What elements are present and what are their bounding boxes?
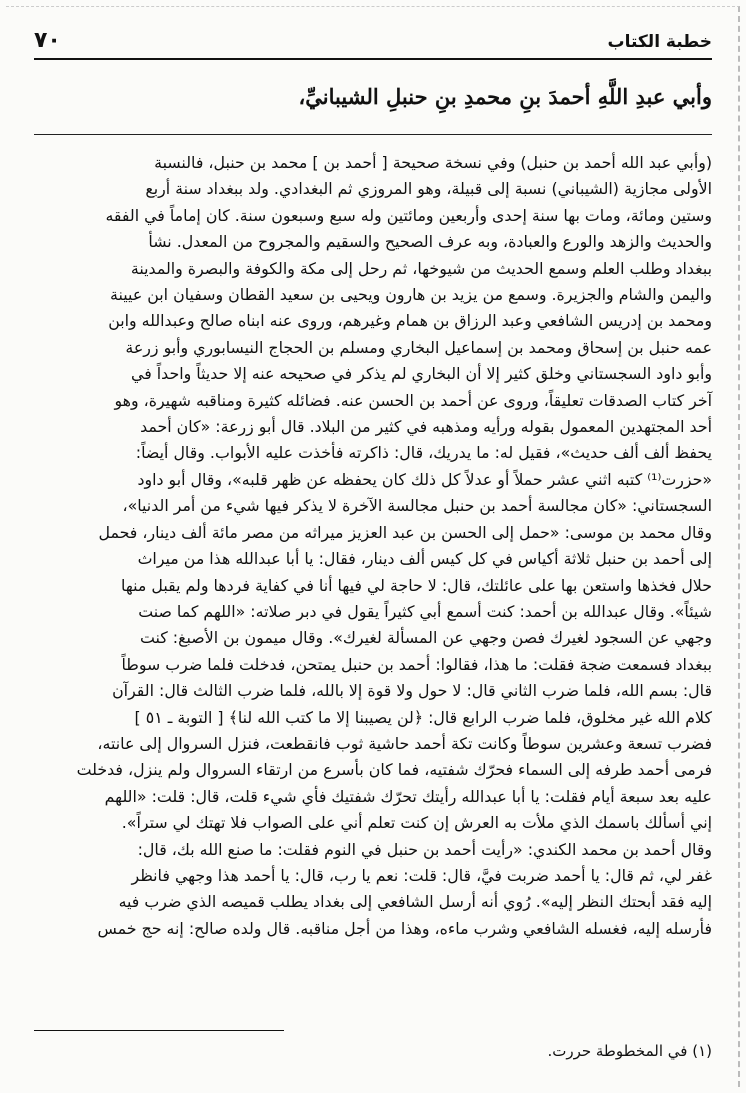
commentary-line: وقال محمد بن موسى: «حمل إلى الحسن بن عبد العزيز ميراثه من مصر مائة ألف دينار، فحمل [98, 522, 712, 542]
commentary-line: كلام الله غير مخلوق، فلما ضرب الرابع قال: ﴿لن يصيبنا إلا ما كتب الله لنا﴾ [ التوبة ـ ٥١ ] [134, 707, 712, 727]
commentary-line: فضرب تسعة وعشرين سوطاً وكانت تكة أحمد حاشية ثوب فانقطعت، فنزل السروال إلى عانته، [97, 733, 712, 753]
commentary-line: إليه فقد أبحتك النظر إليه». رُوي أنه أرسل الشافعي إلى بغداد يطلب قميصه الذي ضرب فيه [118, 892, 712, 912]
commentary-line: السجستاني: «كان مجالسة أحمد بن حنبل مجالسة الآخرة لا يذكر فيها شيء من أمر الدنيا»، [122, 496, 712, 516]
footnote: (١) في المخطوطة حررت. [547, 1042, 712, 1060]
commentary-line: عمه حنبل بن إسحاق ومحمد بن إسماعيل البخاري ومسلم بن الحجاج النيسابوري وأبو زرعة [125, 337, 712, 357]
commentary-line: واليمن والشام والجزيرة. وسمع من يزيد بن هارون ويحيى بن سعيد القطان وسفيان ابن عيينة [110, 285, 712, 305]
commentary-line: وجهي عن السجود لغيرك فصن وجهي عن المسألة لغيرك». وقال ميمون بن الأصبغ: كنت [139, 628, 712, 648]
main-text: وأبي عبدِ اللَّهِ أحمدَ بنِ محمدِ بنِ حنبلِ الشيبانيِّ، [298, 84, 712, 109]
page-number: ٧٠ [34, 28, 61, 53]
commentary-line: وستين ومائة، ومات بها سنة إحدى وأربعين ومائتين وله سبع وسبعون سنة. كان إماماً في الفقه [105, 205, 712, 225]
commentary-line: (وأبي عبد الله أحمد بن حنبل) وفي نسخة صحيحة [ أحمد بن ] محمد بن حنبل، فالنسبة [154, 153, 712, 172]
commentary-line: فرمى أحمد طرفه إلى السماء فحرّك شفتيه، فما كان بأسرع من ارتقاء السروال ولم ينزل، فدخلت [76, 760, 712, 780]
footnote-rule [34, 1030, 284, 1031]
page-header [34, 22, 712, 60]
commentary-line: عليه بعد سبعة أيام فقلت: يا أبا عبدالله رأيتك تحرّك شفتيك فأي شيء قلت، قال: قلت: «اللهم [104, 786, 712, 806]
commentary-line: غفر لي، ثم قال: يا أحمد ضربت فيَّ، قال: قلت: نعم يا رب، قال: يا أحمد هذا وجهي فانظر [131, 865, 712, 885]
running-title: خطبة الكتاب [607, 32, 712, 52]
commentary-line: ببغداد وطلب العلم وسمع الحديث من شيوخها، ثم رحل إلى مكة والكوفة والبصرة والمدينة [130, 258, 712, 278]
commentary-line: «حزرت⁽¹⁾ كتبه اثني عشر حملاً أو عدلاً كل ذلك كان يحفظه عن ظهر قلبه»، وقال أبو داود [137, 469, 712, 489]
commentary-line: إلى أحمد بن حنبل ثلاثة أكياس في كل كيس ألف دينار، فقال: يا أبا عبدالله هذا من ميراث [137, 549, 712, 569]
commentary-line: قال: بسم الله، فلما ضرب الثاني قال: لا حول ولا قوة إلا بالله، فلما ضرب الثالث قال: القرآن [112, 681, 712, 701]
commentary-line: ببغداد فسمعت ضجة فقلت: ما هذا، فقالوا: أحمد بن حنبل يمتحن، فدخلت فلما ضرب سوطاً [121, 654, 712, 674]
commentary-line: الأولى مجازية (الشيباني) نسبة إلى قبيلة، وهو المروزي ثم البغدادي. ولد ببغداد سنة أربع [145, 179, 712, 199]
commentary-line: حلال فخذها واستعن بها على عائلتك، قال: لا حاجة لي فيها أنا في كفاية فردها ولم يقبل منها [121, 575, 712, 595]
book-page [34, 22, 712, 1072]
commentary-line: وقال أحمد بن محمد الكندي: «رأيت أحمد بن حنبل في النوم فقلت: ما صنع الله بك، قال: [137, 839, 712, 859]
commentary [34, 150, 712, 942]
separator-rule [34, 134, 712, 135]
commentary-line: وأبو داود السجستاني وخلق كثير إلا أن البخاري لم يذكر في صحيحه عنه إلا حديثاً واحداً في [131, 364, 712, 384]
commentary-line: إني أسألك باسمك الذي ملأت به العرش إن كنت تعلم أني على الصواب فلا تهتك لي ستراً». [121, 813, 712, 833]
commentary-line: ومحمد بن إدريس الشافعي وعبد الرزاق بن همام وغيرهم، وروى عنه ابناه صالح وعبدالله وابن [108, 311, 712, 331]
commentary-line: يحفظ ألف ألف حديث»، فقيل له: ما يدريك، قال: ذاكرته فأخذت عليه الأبواب. وقال أيضاً: [135, 443, 712, 463]
commentary-line: شيئاً». وقال عبدالله بن أحمد: كنت أسمع أبي كثيراً يقول في دبر صلاته: «اللهم كما صنت [138, 601, 712, 621]
commentary-line: والحديث والزهد والورع والعبادة، وبه عرف الصحيح والسقيم والمجروح من المعدل. نشأ [148, 232, 712, 252]
commentary-line: فأرسله إليه، فغسله الشافعي وشرب ماءه، وهذا من أجل مناقبه. قال ولده صالح: إنه حج خمس [97, 918, 712, 938]
commentary-line: آخر كتاب الصدقات تعليقاً، وروى عن أحمد بن الحسن عنه. فضائله كثيرة ومناقبه شهيرة، وهو [114, 390, 712, 410]
commentary-line: أحد المجتهدين المعمول بقوله ورأيه ومذهبه في كثير من البلاد. قال أبو زرعة: «كان أحمد [140, 417, 712, 437]
